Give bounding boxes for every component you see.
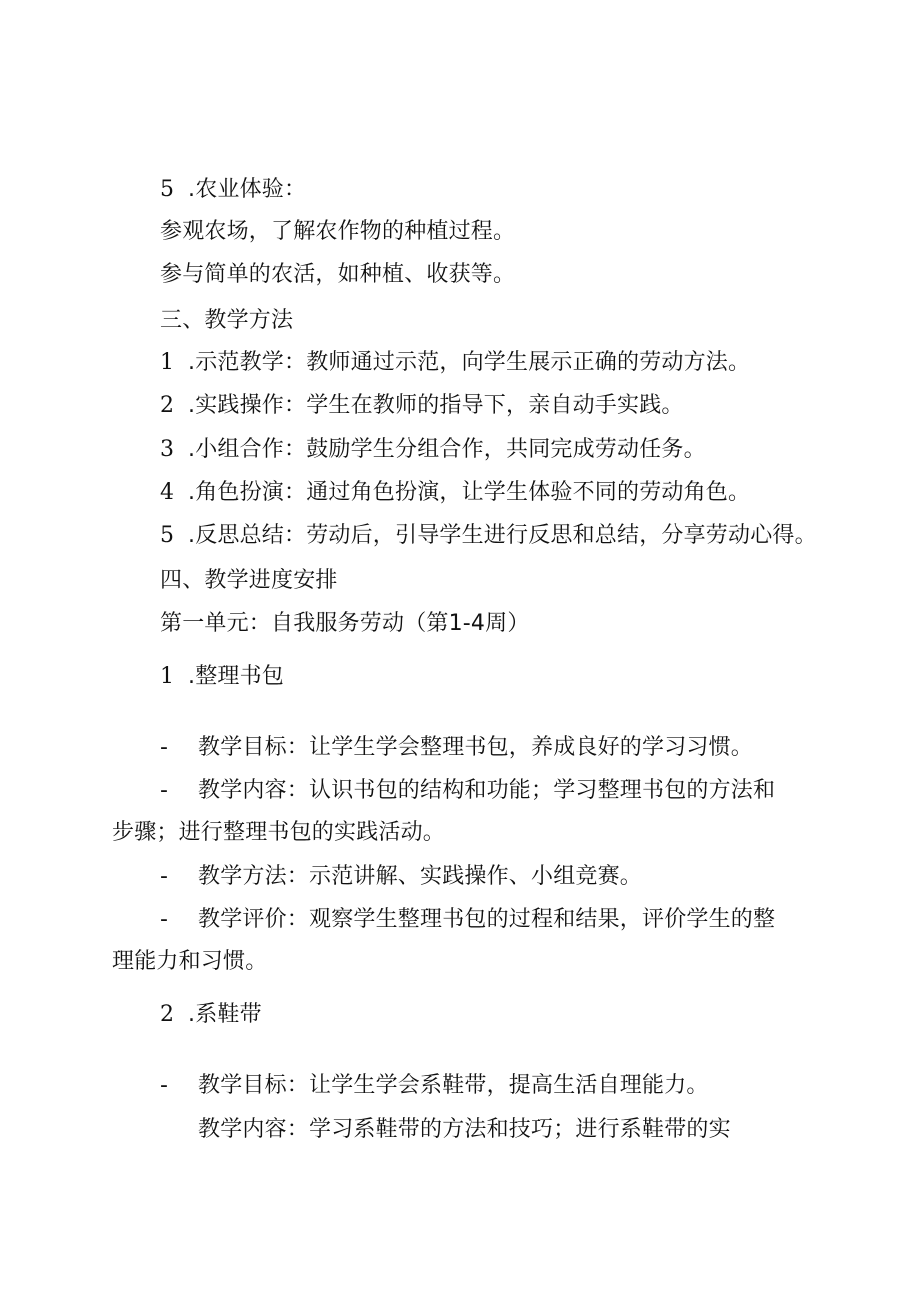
list-item bbox=[160, 862, 642, 892]
method-item bbox=[160, 391, 684, 421]
section-heading-agriculture bbox=[160, 175, 306, 205]
item-number: 3 bbox=[160, 437, 175, 462]
dash-bullet: - bbox=[160, 1073, 169, 1098]
section-heading-methods: 三、教学方法 bbox=[160, 308, 294, 333]
item-text: .小组合作：鼓励学生分组合作，共同完成劳动任务。 bbox=[188, 437, 706, 462]
dash-bullet: - bbox=[160, 907, 169, 932]
dash-bullet: - bbox=[160, 778, 169, 803]
topic-heading bbox=[160, 1000, 262, 1030]
item-number: 2 bbox=[160, 393, 175, 418]
dash-bullet: - bbox=[160, 735, 169, 760]
item-number: 1 bbox=[160, 664, 175, 689]
list-item bbox=[160, 905, 775, 935]
dash-bullet: - bbox=[160, 864, 169, 889]
item-text: .角色扮演：通过角色扮演，让学生体验不同的劳动角色。 bbox=[188, 480, 751, 505]
item-number: 1 bbox=[160, 350, 175, 375]
item-text: .反思总结：劳动后，引导学生进行反思和总结，分享劳动心得。 bbox=[188, 523, 817, 548]
method-item bbox=[160, 478, 750, 508]
unit-heading: 第一单元：自我服务劳动（第1-4周） bbox=[160, 611, 530, 636]
item-number: 4 bbox=[160, 480, 175, 505]
item-number: 5 bbox=[160, 177, 175, 202]
list-item-continuation: 理能力和习惯。 bbox=[112, 949, 268, 974]
paragraph: 参与简单的农活，如种植、收获等。 bbox=[160, 262, 516, 287]
item-text: 教学目标：让学生学会整理书包，养成良好的学习习惯。 bbox=[198, 735, 754, 760]
item-text: .实践操作：学生在教师的指导下，亲自动手实践。 bbox=[188, 393, 684, 418]
list-item-text: 教学内容：学习系鞋带的方法和技巧；进行系鞋带的实 bbox=[198, 1117, 731, 1142]
method-item bbox=[160, 521, 817, 551]
section-heading-schedule: 四、教学进度安排 bbox=[160, 568, 338, 593]
item-title: .系鞋带 bbox=[188, 1002, 262, 1027]
item-text: 教学内容：认识书包的结构和功能；学习整理书包的方法和 bbox=[198, 778, 776, 803]
list-item-continuation: 步骤；进行整理书包的实践活动。 bbox=[112, 820, 446, 845]
item-text: 教学目标：让学生学会系鞋带，提高生活自理能力。 bbox=[198, 1073, 709, 1098]
item-text: 教学评价：观察学生整理书包的过程和结果，评价学生的整 bbox=[198, 907, 776, 932]
item-title: .整理书包 bbox=[188, 664, 284, 689]
item-text: .示范教学：教师通过示范，向学生展示正确的劳动方法。 bbox=[188, 350, 751, 375]
list-item bbox=[160, 733, 753, 763]
item-number: 5 bbox=[160, 523, 175, 548]
topic-heading bbox=[160, 662, 284, 692]
item-title: .农业体验： bbox=[188, 177, 307, 202]
item-number: 2 bbox=[160, 1002, 175, 1027]
paragraph: 参观农场，了解农作物的种植过程。 bbox=[160, 219, 516, 244]
item-text: 教学方法：示范讲解、实践操作、小组竞赛。 bbox=[198, 864, 643, 889]
method-item bbox=[160, 435, 706, 465]
list-item bbox=[160, 776, 775, 806]
method-item bbox=[160, 348, 750, 378]
list-item bbox=[160, 1071, 709, 1101]
